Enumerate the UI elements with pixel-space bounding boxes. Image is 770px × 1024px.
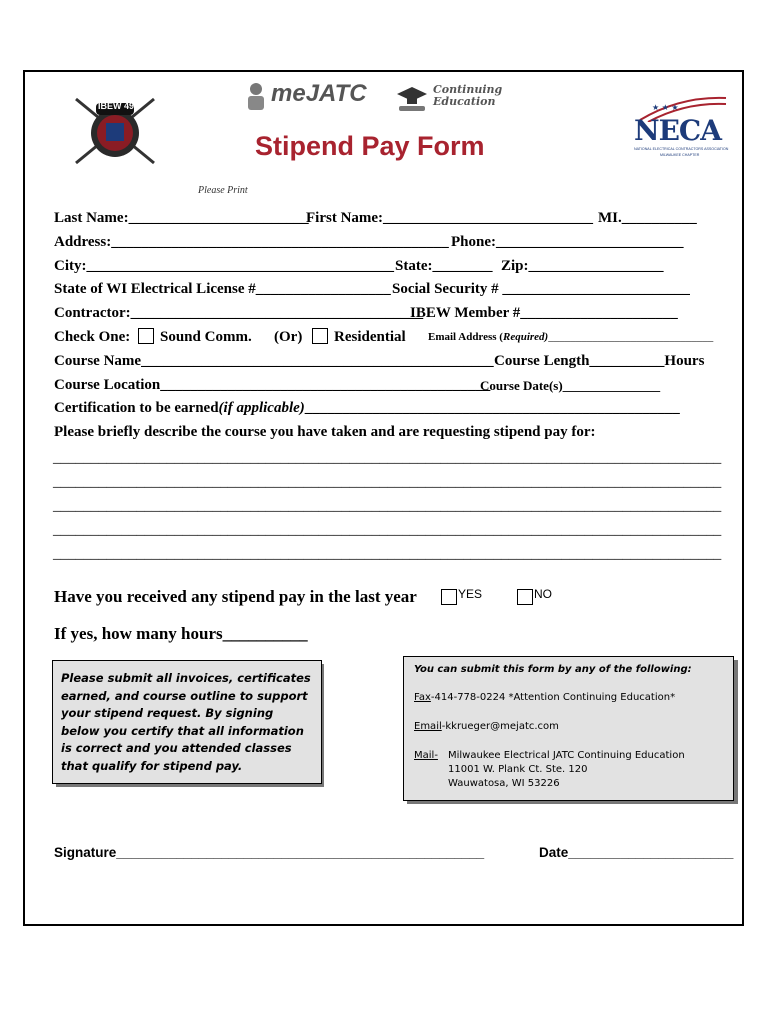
submission-notice-box [52,660,322,784]
or-label: (Or) [274,329,303,345]
email-label: Email [414,721,442,732]
mejatc-logo [245,80,380,112]
no-label: NO [534,587,552,601]
description-line-2[interactable]: ________________________________________________________________________________________ [53,473,722,490]
residential-checkbox[interactable] [312,328,328,344]
sound-comm-checkbox[interactable] [138,328,154,344]
certification-applicable-note: (if applicable) [218,400,305,416]
please-print-note: Please Print [198,185,248,196]
check-one-label: Check One: [54,329,131,345]
description-line-3[interactable]: ________________________________________________________________________________________ [53,497,722,514]
neca-logo-subtitle: NATIONAL ELECTRICAL CONTRACTORS ASSOCIATION [634,147,729,151]
course-location-field[interactable]: Course Location____________________________________________ [54,377,491,393]
submission-methods-box [403,656,734,801]
sound-comm-label: Sound Comm. [160,329,252,345]
ibew-logo-text: IBEW 494 [98,101,140,111]
svg-text:★ ★ ★: ★ ★ ★ [652,103,679,112]
contractor-field[interactable]: Contractor:_______________________________________ [54,305,424,321]
phone-field[interactable]: Phone:_________________________ [451,234,684,250]
mejatc-logo-text: meJATC [271,80,367,107]
neca-logo-text: NECA [634,114,721,147]
email-address-label: Email Address ( [428,331,503,343]
no-checkbox[interactable] [517,589,533,605]
continuing-education-logo [395,80,520,116]
certification-line: __________________________________________________ [304,400,680,416]
fax-label: Fax [414,692,431,703]
social-security-field[interactable]: Social Security # _________________________ [392,281,690,297]
zip-field[interactable]: Zip:__________________ [501,258,664,274]
yes-label: YES [458,587,483,601]
certification-label: Certification to be earned [54,400,219,416]
description-line-1[interactable]: ________________________________________________________________________________________ [53,449,722,466]
neca-logo-chapter: MILWAUKEE CHAPTER [660,153,700,157]
date-field[interactable]: Date______________________ [539,845,734,860]
ibew-member-field[interactable]: IBEW Member #_____________________ [410,305,678,321]
course-name-field[interactable]: Course Name_______________________________________________ [54,353,494,369]
residential-label: Residential [334,329,406,345]
submission-methods-content [404,657,733,797]
mail-line-2: 11001 W. Plank Ct. Ste. 120 [448,764,588,775]
course-dates-field[interactable]: Course Date(s)_______________ [480,378,661,393]
continuing-education-logo-text: Continuing Education [433,83,503,108]
email-required-note: Required) [502,331,549,343]
description-line-4[interactable]: ________________________________________________________________________________________ [53,521,722,538]
ibew-logo [72,95,158,167]
city-field[interactable]: City:_________________________________________ [54,258,394,274]
mail-label: Mail- [414,750,438,761]
submission-methods-heading: You can submit this form by any of the following: [414,664,692,675]
email-value[interactable]: -kkrueger@mejatc.com [441,721,559,732]
submission-notice-text: Please submit all invoices, certificates earned, and course outline to support your stipend request. By signing below you certify that all information is correct and you attended classes that qualify for stipend pay. [61,671,311,773]
certification-field[interactable] [54,400,680,417]
last-name-field[interactable]: Last Name:________________________ [54,210,309,226]
page-title: Stipend Pay Form [255,131,485,161]
course-length-field[interactable]: Course Length__________Hours [494,353,705,369]
state-field[interactable]: State:________ [395,258,493,274]
electrical-license-field[interactable]: State of WI Electrical License #__________________ [54,281,391,297]
describe-course-prompt: Please briefly describe the course you have taken and are requesting stipend pay for: [54,424,596,440]
neca-logo [630,92,728,162]
address-field[interactable]: Address:_____________________________________________ [54,234,449,250]
stipend-question: Have you received any stipend pay in the last year [54,587,417,606]
mail-line-3: Wauwatosa, WI 53226 [448,778,560,789]
first-name-field[interactable]: First Name:____________________________ [306,210,594,226]
signature-field[interactable]: Signature_________________________________________________ [54,845,485,860]
email-address-field[interactable] [428,331,713,343]
email-address-line: ______________________________ [548,331,714,343]
fax-value: -414-778-0224 *Attention Continuing Education* [430,692,676,703]
yes-checkbox[interactable] [441,589,457,605]
fax-line [414,691,723,705]
mail-line-1: Milwaukee Electrical JATC Continuing Education [448,750,685,761]
mail-line [414,749,723,763]
description-line-5[interactable]: ________________________________________________________________________________________ [53,545,722,562]
hours-field[interactable]: If yes, how many hours__________ [54,624,308,643]
email-line [414,720,723,734]
middle-initial-field[interactable]: MI.__________ [598,210,697,226]
